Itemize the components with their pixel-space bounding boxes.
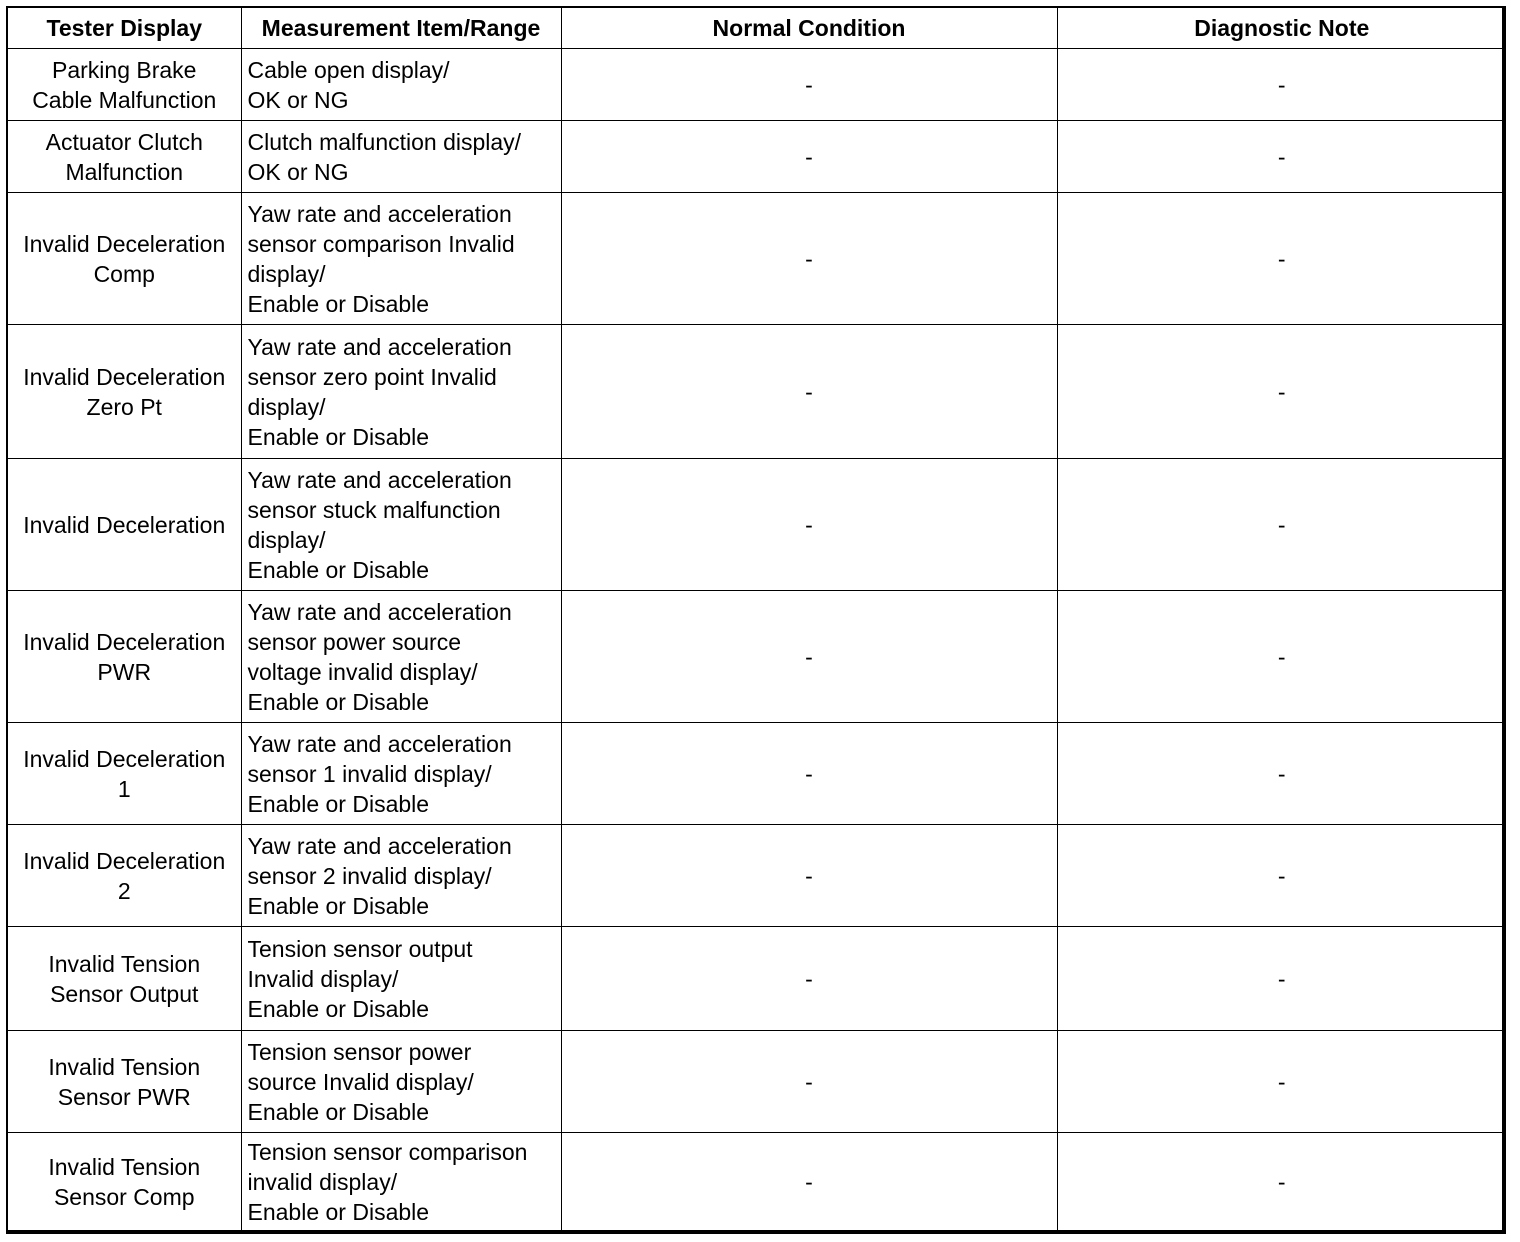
header-tester-display: Tester Display [8,8,241,49]
measurement-cell: Yaw rate and acceleration sensor zero point Invalid display/ Enable or Disable [241,325,561,459]
header-measurement-item: Measurement Item/Range [241,8,561,49]
normal-condition-cell: - [561,1031,1057,1133]
tester-display-cell: Actuator Clutch Malfunction [8,121,241,193]
tester-display-cell: Invalid Deceleration 2 [8,825,241,927]
diagnostic-note-cell: - [1057,325,1506,459]
measurement-cell: Yaw rate and acceleration sensor comparison Invalid display/ Enable or Disable [241,193,561,325]
diagnostic-note-cell: - [1057,927,1506,1031]
normal-condition-cell: - [561,193,1057,325]
header-diagnostic-note: Diagnostic Note [1057,8,1506,49]
tester-display-cell: Invalid Tension Sensor Comp [8,1133,241,1231]
normal-condition-cell: - [561,723,1057,825]
measurement-cell: Yaw rate and acceleration sensor 2 invalid display/ Enable or Disable [241,825,561,927]
header-row [8,8,1506,49]
normal-condition-cell: - [561,459,1057,591]
measurement-cell: Tension sensor power source Invalid display/ Enable or Disable [241,1031,561,1133]
table-row [8,325,1506,459]
measurement-cell: Tension sensor output Invalid display/ Enable or Disable [241,927,561,1031]
normal-condition-cell: - [561,49,1057,121]
diagnostic-note-cell: - [1057,1031,1506,1133]
diagnostic-note-cell: - [1057,193,1506,325]
measurement-cell: Tension sensor comparison invalid display/ Enable or Disable [241,1133,561,1231]
diagnostic-note-cell: - [1057,459,1506,591]
diagnostic-note-cell: - [1057,591,1506,723]
tester-display-cell: Invalid Deceleration Comp [8,193,241,325]
diagnostic-note-cell: - [1057,49,1506,121]
table-row [8,1133,1506,1231]
table-row [8,121,1506,193]
table-row [8,193,1506,325]
measurement-cell: Yaw rate and acceleration sensor 1 invalid display/ Enable or Disable [241,723,561,825]
diagnostic-note-cell: - [1057,825,1506,927]
table-row [8,459,1506,591]
normal-condition-cell: - [561,927,1057,1031]
tester-display-cell: Invalid Tension Sensor PWR [8,1031,241,1133]
normal-condition-cell: - [561,825,1057,927]
table-row [8,723,1506,825]
normal-condition-cell: - [561,1133,1057,1231]
table-row [8,49,1506,121]
measurement-cell: Yaw rate and acceleration sensor power source voltage invalid display/ Enable or Disable [241,591,561,723]
table-row [8,927,1506,1031]
normal-condition-cell: - [561,325,1057,459]
table-row [8,591,1506,723]
diagnostic-note-cell: - [1057,1133,1506,1231]
measurement-cell: Yaw rate and acceleration sensor stuck malfunction display/ Enable or Disable [241,459,561,591]
normal-condition-cell: - [561,121,1057,193]
normal-condition-cell: - [561,591,1057,723]
tester-display-cell: Invalid Deceleration 1 [8,723,241,825]
measurement-cell: Clutch malfunction display/ OK or NG [241,121,561,193]
tester-display-cell: Invalid Deceleration Zero Pt [8,325,241,459]
tester-display-cell: Invalid Deceleration [8,459,241,591]
diagnostic-note-cell: - [1057,121,1506,193]
tester-display-cell: Invalid Deceleration PWR [8,591,241,723]
table-frame [6,6,1506,1234]
header-normal-condition: Normal Condition [561,8,1057,49]
measurement-cell: Cable open display/ OK or NG [241,49,561,121]
diagnostic-note-cell: - [1057,723,1506,825]
table-row [8,825,1506,927]
data-list-table [8,8,1506,1231]
table-row [8,1031,1506,1133]
tester-display-cell: Invalid Tension Sensor Output [8,927,241,1031]
tester-display-cell: Parking Brake Cable Malfunction [8,49,241,121]
